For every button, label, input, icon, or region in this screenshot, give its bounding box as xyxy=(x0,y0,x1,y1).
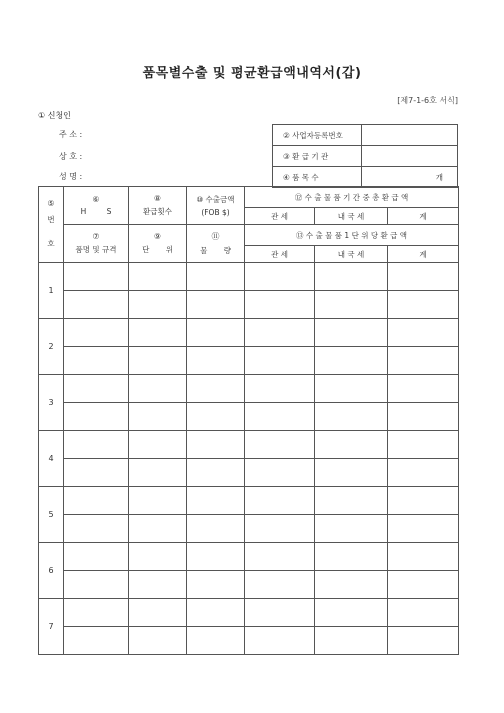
row-number: 1 xyxy=(39,263,64,319)
table-cell[interactable] xyxy=(245,459,315,487)
table-cell[interactable] xyxy=(388,599,459,627)
table-row xyxy=(39,599,459,627)
table-cell[interactable] xyxy=(129,347,187,375)
table-cell[interactable] xyxy=(315,375,388,403)
table-cell[interactable] xyxy=(245,599,315,627)
table-cell[interactable] xyxy=(245,571,315,599)
unit-header: ⑨ 단 위 xyxy=(129,225,187,263)
table-cell[interactable] xyxy=(388,627,459,655)
table-row xyxy=(39,263,459,291)
sum-header-2: 계 xyxy=(388,246,459,263)
table-cell[interactable] xyxy=(129,571,187,599)
form-number: [제7-1-6호 서식] xyxy=(397,96,458,105)
table-cell[interactable] xyxy=(245,291,315,319)
address-label: 주 소 : xyxy=(59,130,83,139)
table-cell[interactable] xyxy=(245,515,315,543)
table-cell[interactable] xyxy=(187,403,245,431)
table-cell[interactable] xyxy=(315,599,388,627)
table-cell[interactable] xyxy=(187,627,245,655)
table-cell[interactable] xyxy=(129,599,187,627)
row-number: 6 xyxy=(39,543,64,599)
export-amount-header: ⑩ 수출금액 (FOB $) xyxy=(187,187,245,225)
table-row xyxy=(39,347,459,375)
table-cell[interactable] xyxy=(129,627,187,655)
table-cell[interactable] xyxy=(187,291,245,319)
per-unit-header: ⑬ 수 출 물 품 1 단 위 당 환 급 액 xyxy=(245,225,459,246)
table-cell[interactable] xyxy=(187,459,245,487)
table-cell[interactable] xyxy=(187,487,245,515)
table-cell[interactable] xyxy=(315,319,388,347)
table-cell[interactable] xyxy=(245,375,315,403)
table-cell[interactable] xyxy=(129,431,187,459)
table-cell[interactable] xyxy=(245,347,315,375)
table-cell[interactable] xyxy=(187,515,245,543)
table-row xyxy=(39,487,459,515)
table-row xyxy=(39,375,459,403)
table-cell[interactable] xyxy=(315,403,388,431)
table-cell[interactable] xyxy=(187,571,245,599)
agency-label: ③ 환 급 기 관 xyxy=(273,146,362,167)
row-number: 4 xyxy=(39,431,64,487)
table-cell[interactable] xyxy=(388,515,459,543)
table-cell[interactable] xyxy=(64,459,129,487)
table-cell[interactable] xyxy=(388,291,459,319)
table-cell[interactable] xyxy=(129,403,187,431)
item-name-header: ⑦ 품명 및 규격 xyxy=(64,225,129,263)
table-cell[interactable] xyxy=(64,515,129,543)
table-cell[interactable] xyxy=(129,319,187,347)
quantity-header: ⑪ 물 량 xyxy=(187,225,245,263)
table-cell[interactable] xyxy=(388,459,459,487)
table-cell[interactable] xyxy=(129,459,187,487)
item-count-label: ④ 품 목 수 xyxy=(273,167,362,188)
table-cell[interactable] xyxy=(245,543,315,571)
table-row xyxy=(39,459,459,487)
table-cell[interactable] xyxy=(388,571,459,599)
agency-value[interactable] xyxy=(361,146,457,167)
table-cell[interactable] xyxy=(388,543,459,571)
table-row xyxy=(39,291,459,319)
table-cell[interactable] xyxy=(388,319,459,347)
export-detail-table xyxy=(38,186,459,655)
table-row xyxy=(39,571,459,599)
table-cell[interactable] xyxy=(187,375,245,403)
applicant-info-table xyxy=(272,124,458,188)
table-cell[interactable] xyxy=(64,543,129,571)
table-cell[interactable] xyxy=(64,319,129,347)
table-row xyxy=(39,627,459,655)
table-cell[interactable] xyxy=(64,291,129,319)
table-cell[interactable] xyxy=(64,487,129,515)
hs-header: ⑥ H S xyxy=(64,187,129,225)
table-cell[interactable] xyxy=(187,347,245,375)
table-cell[interactable] xyxy=(64,627,129,655)
table-cell[interactable] xyxy=(388,431,459,459)
table-cell[interactable] xyxy=(64,263,129,291)
table-cell[interactable] xyxy=(129,375,187,403)
reg-no-label: ② 사업자등록번호 xyxy=(273,125,362,146)
table-cell[interactable] xyxy=(315,459,388,487)
table-cell[interactable] xyxy=(129,487,187,515)
domestic-tax-header: 내 국 세 xyxy=(315,208,388,225)
table-cell[interactable] xyxy=(187,431,245,459)
table-row xyxy=(39,403,459,431)
item-count-value[interactable] xyxy=(361,167,457,188)
period-total-header: ⑫ 수 출 물 품 기 간 중 총 환 급 액 xyxy=(245,187,459,208)
table-cell[interactable] xyxy=(64,571,129,599)
sum-header: 계 xyxy=(388,208,459,225)
table-cell[interactable] xyxy=(388,487,459,515)
table-cell[interactable] xyxy=(64,431,129,459)
table-cell[interactable] xyxy=(129,263,187,291)
applicant-label: ① 신청인 xyxy=(38,111,71,120)
table-row xyxy=(39,543,459,571)
row-number: 3 xyxy=(39,375,64,431)
row-number: 7 xyxy=(39,599,64,655)
table-cell[interactable] xyxy=(64,347,129,375)
table-cell[interactable] xyxy=(315,515,388,543)
table-cell[interactable] xyxy=(245,431,315,459)
item-unit: 개 xyxy=(435,172,443,182)
table-cell[interactable] xyxy=(64,403,129,431)
no-header: ⑤ 번 호 xyxy=(39,187,64,263)
table-cell[interactable] xyxy=(129,515,187,543)
table-cell[interactable] xyxy=(315,627,388,655)
table-cell[interactable] xyxy=(315,263,388,291)
table-cell[interactable] xyxy=(315,487,388,515)
name-label: 성 명 : xyxy=(59,172,83,181)
table-cell[interactable] xyxy=(187,599,245,627)
table-cell[interactable] xyxy=(187,263,245,291)
table-cell[interactable] xyxy=(388,263,459,291)
table-cell[interactable] xyxy=(315,431,388,459)
table-row xyxy=(39,431,459,459)
table-cell[interactable] xyxy=(315,291,388,319)
row-number: 2 xyxy=(39,319,64,375)
refund-count-header: ⑧ 환급횟수 xyxy=(129,187,187,225)
table-cell[interactable] xyxy=(388,347,459,375)
table-cell[interactable] xyxy=(315,543,388,571)
reg-no-value[interactable] xyxy=(361,125,457,146)
table-cell[interactable] xyxy=(245,263,315,291)
table-cell[interactable] xyxy=(245,627,315,655)
table-cell[interactable] xyxy=(129,543,187,571)
customs-header-2: 관 세 xyxy=(245,246,315,263)
table-row xyxy=(39,319,459,347)
customs-header: 관 세 xyxy=(245,208,315,225)
table-cell[interactable] xyxy=(315,571,388,599)
table-cell[interactable] xyxy=(64,599,129,627)
table-row xyxy=(39,515,459,543)
table-cell[interactable] xyxy=(388,403,459,431)
table-cell[interactable] xyxy=(187,319,245,347)
table-cell[interactable] xyxy=(245,403,315,431)
no-header-label: 번 호 xyxy=(47,215,55,248)
row-number: 5 xyxy=(39,487,64,543)
document-title: 품목별수출 및 평균환급액내역서(갑) xyxy=(142,66,362,81)
table-cell[interactable] xyxy=(388,375,459,403)
table-cell[interactable] xyxy=(245,319,315,347)
table-cell[interactable] xyxy=(129,291,187,319)
table-cell[interactable] xyxy=(187,543,245,571)
table-cell[interactable] xyxy=(64,375,129,403)
company-label: 상 호 : xyxy=(59,152,83,161)
table-cell[interactable] xyxy=(315,347,388,375)
domestic-tax-header-2: 내 국 세 xyxy=(315,246,388,263)
table-cell[interactable] xyxy=(245,487,315,515)
